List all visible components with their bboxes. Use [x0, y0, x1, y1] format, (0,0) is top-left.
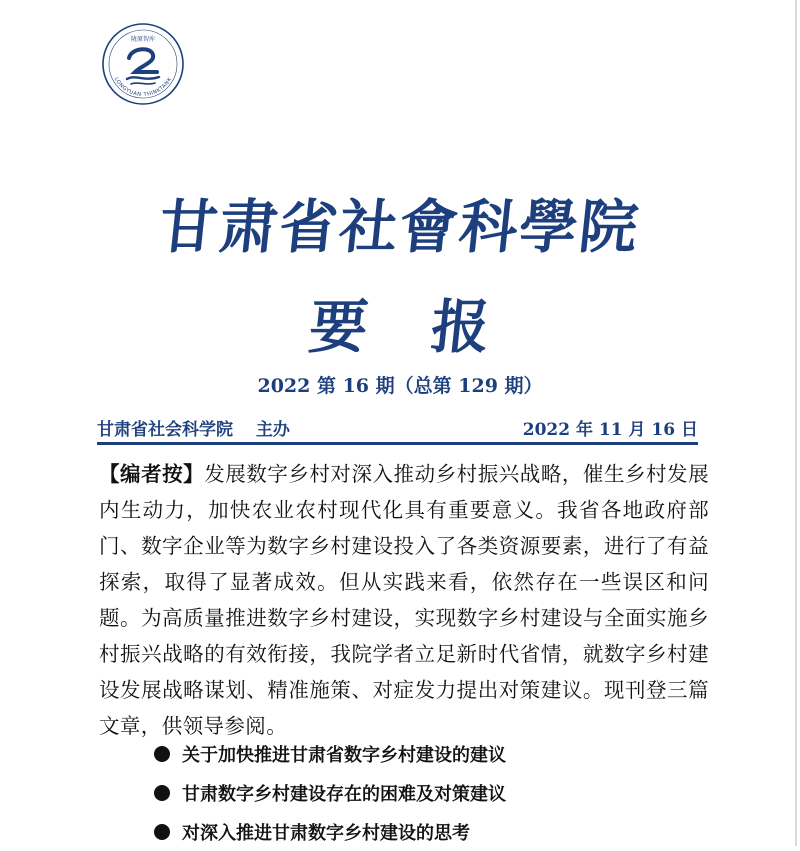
article-title: 对深入推进甘肃数字乡村建设的思考	[182, 822, 470, 844]
list-item	[154, 812, 506, 851]
logo-emblem-icon	[101, 22, 185, 106]
issue-number: 2022 第 16 期（总第 129 期）	[257, 375, 543, 397]
masthead-subtitle: 要报	[305, 293, 558, 361]
longyuan-thinktank-logo	[101, 22, 185, 106]
list-item	[154, 734, 506, 773]
header-divider	[97, 442, 698, 445]
logo-ring-text: LONGYUAN THINKTANK	[112, 76, 174, 99]
article-title: 甘肃数字乡村建设存在的困难及对策建议	[182, 783, 506, 805]
publish-date: 2022 年 11 月 16 日	[522, 420, 698, 440]
list-item	[154, 773, 506, 812]
article-list	[154, 734, 506, 851]
bullet-icon	[154, 824, 170, 840]
editor-note-text: 发展数字乡村对深入推动乡村振兴战略，催生乡村发展内生动力，加快农业农村现代化具有重要意义。我省各地政府部门、数字企业等为数字乡村建设投入了各类资源要素，进行了有益探索，取得了显著成效。但从实践来看，依然存在一些误区和问题。为高质量推进数字乡村建设，实现数字乡村建设与全面实施乡村振兴战略的有效衔接，我院学者立足新时代省情，就数字乡村建设发展战略谋划、精准施策、对症发力提出对策建议。现刊登三篇文章，供领导参阅。	[99, 462, 709, 738]
publisher: 甘肃省社会科学院 主办	[97, 420, 290, 440]
editor-note-label: 【编者按】	[99, 462, 205, 486]
editor-note	[99, 456, 709, 744]
masthead-title: 甘肃省社會科學院	[155, 193, 644, 261]
logo-top-text: 陇原智库	[130, 36, 156, 43]
publisher-row	[97, 415, 698, 439]
page-edge	[795, 0, 797, 846]
article-title: 关于加快推进甘肃省数字乡村建设的建议	[182, 744, 506, 766]
bullet-icon	[154, 746, 170, 762]
bullet-icon	[154, 785, 170, 801]
svg-text:LONGYUAN THINKTANK	[113, 76, 174, 98]
